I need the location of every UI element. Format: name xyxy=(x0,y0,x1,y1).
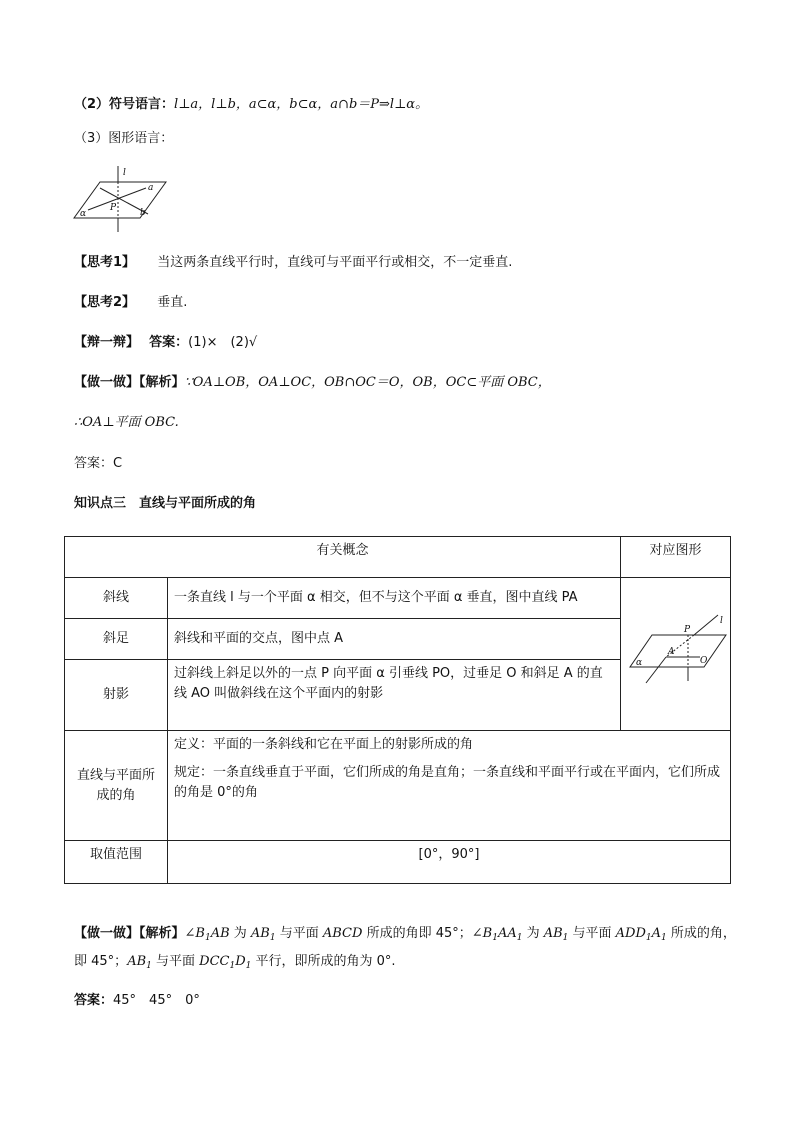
fig1-label-b: b xyxy=(140,208,146,218)
term-cell: 斜线 xyxy=(65,578,168,619)
fig1-label-P: P xyxy=(110,203,117,213)
think-2 xyxy=(74,294,187,312)
try-1-answer: 答案：C xyxy=(74,456,123,471)
table-row xyxy=(65,841,731,884)
symbolic-label: （2）符号语言： xyxy=(74,97,175,112)
figure-cell xyxy=(621,578,731,731)
fig2-label-P: P xyxy=(683,624,690,635)
think-1-tag: 【思考1】 xyxy=(74,255,136,270)
debate-tag: 【辩一辩】 xyxy=(74,335,140,350)
think-1-text: 当这两条直线平行时，直线可与平面平行或相交，不一定垂直. xyxy=(157,255,513,270)
try-2-line-2: 即 45°；$AB_1$ 与平面 $DCC_1D_1$ 平行，即所成的角为 0°. xyxy=(74,954,396,971)
fig2-label-A: A xyxy=(667,646,675,657)
fig1-label-alpha: α xyxy=(80,209,87,219)
desc-cell: 过斜线上斜足以外的一点 P 向平面 α 引垂线 PO，过垂足 O 和斜足 A 的直线 AO 叫做斜线在这个平面内的射影 xyxy=(168,660,621,731)
try-1-line-1 xyxy=(74,374,551,392)
debate xyxy=(74,334,257,352)
fig1-label-l: l xyxy=(123,168,126,178)
try-1-text-1: ∵OA⊥OB，OA⊥OC，OB∩OC＝O，OB，OC⊂平面 OBC， xyxy=(184,375,551,390)
term-cell: 射影 xyxy=(65,660,168,731)
try-2-tag: 【做一做】【解析】 xyxy=(74,926,185,941)
desc-cell: 斜线和平面的交点，图中点 A xyxy=(168,619,621,660)
fig2-label-O: O xyxy=(699,655,707,666)
try-2-line-1 xyxy=(74,925,736,947)
rule-text: 规定：一条直线垂直于平面，它们所成的角是直角；一条直线和平面平行或在平面内，它们所成的角是 0°的角 xyxy=(174,765,721,800)
try-2-text-1: $\angle B_1AB$ 为 $AB_1$ 与平面 ABCD 所成的角即 45°；$\angle B_1AA_1$ 为 $AB_1$ 与平面 $ADD_1A_1$ 所成的角， xyxy=(184,926,736,943)
definition-cell xyxy=(168,731,731,841)
debate-answer-label: 答案： xyxy=(149,335,189,350)
term-cell: 取值范围 xyxy=(65,841,168,884)
desc-cell: 一条直线 l 与一个平面 α 相交，但不与这个平面 α 垂直，图中直线 PA xyxy=(168,578,621,619)
slant-line-figure xyxy=(624,611,728,691)
try-1-tag: 【做一做】【解析】 xyxy=(74,375,185,390)
try-1-line-2: ∴OA⊥平面 OBC. xyxy=(74,415,179,430)
range-cell: [0°，90°] xyxy=(168,841,731,884)
try-2-answer-values: 45° 45° 0° xyxy=(113,993,200,1008)
symbolic-formula: l⊥a，l⊥b，a⊂α，b⊂α，a∩b＝P⇒l⊥α。 xyxy=(174,97,429,112)
definition-text: 定义：平面的一条斜线和它在平面上的射影所成的角 xyxy=(174,737,474,752)
symbolic-language xyxy=(74,96,428,114)
fig2-label-l: l xyxy=(719,615,723,626)
section-title: 知识点三 直线与平面所成的角 xyxy=(74,496,257,511)
term-cell: 斜足 xyxy=(65,619,168,660)
think-2-tag: 【思考2】 xyxy=(74,295,136,310)
fig2-label-alpha: α xyxy=(635,657,642,668)
table-row xyxy=(65,578,731,619)
perpendicular-plane-figure xyxy=(70,162,170,234)
debate-answer-text: (1)× (2)√ xyxy=(188,335,258,350)
header-concept: 有关概念 xyxy=(65,537,621,578)
header-figure: 对应图形 xyxy=(621,537,731,578)
try-2-answer-label: 答案： xyxy=(74,993,114,1008)
think-2-text: 垂直. xyxy=(157,295,188,310)
fig1-label-a: a xyxy=(148,183,154,193)
graphic-language-label: （3）图形语言： xyxy=(74,131,174,146)
concept-table xyxy=(64,536,731,884)
think-1 xyxy=(74,254,512,272)
table-row xyxy=(65,731,731,841)
term-cell: 直线与平面所成的角 xyxy=(65,731,168,841)
table-header-row xyxy=(65,537,731,578)
try-2-answer xyxy=(74,992,200,1010)
